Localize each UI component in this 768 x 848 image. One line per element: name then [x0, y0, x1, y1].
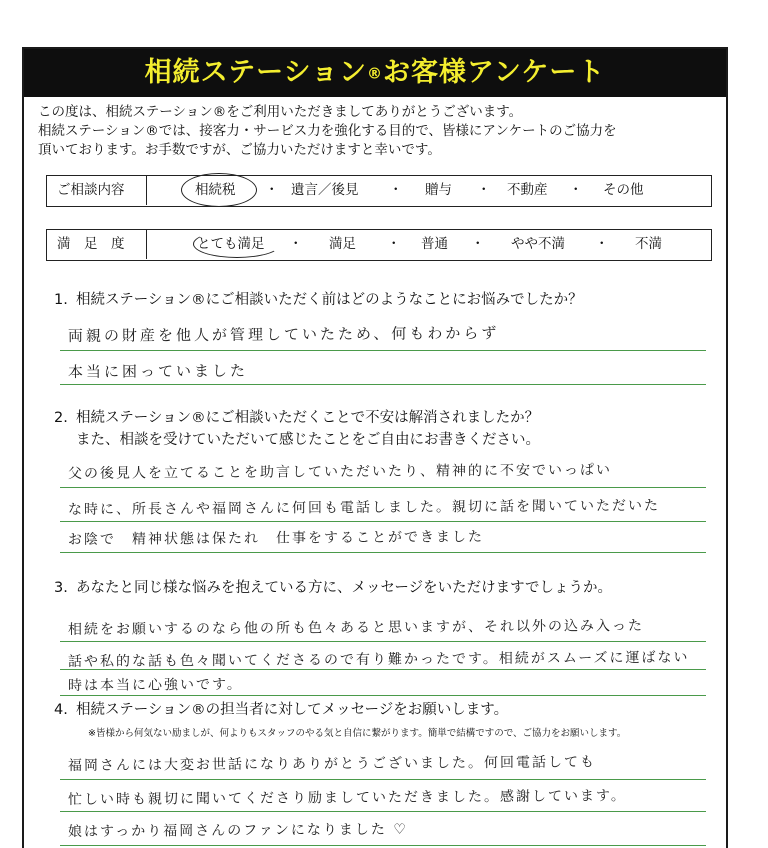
answer-line	[60, 845, 706, 846]
answer-line	[60, 521, 706, 522]
satisfaction-row: 満 足 度 とても満足 ・ 満足 ・ 普通 ・ やや不満 ・ 不満	[46, 229, 712, 261]
consult-option-inheritance-tax[interactable]: 相続税	[195, 182, 236, 198]
consult-label: ご相談内容	[47, 176, 147, 205]
satisfaction-option-satisfied[interactable]: 満足	[329, 236, 356, 252]
consult-option-other[interactable]: その他	[603, 182, 644, 198]
answer-4-line-3[interactable]: 娘はすっかり福岡さんのファンになりました ♡	[67, 821, 408, 840]
answer-1-line-1[interactable]: 両親の財産を他人が管理していたため、何もわからず	[67, 323, 500, 345]
consult-option-will[interactable]: 遺言／後見	[291, 182, 359, 198]
satisfaction-option-dissatisfied[interactable]: 不満	[635, 236, 662, 252]
answer-1-line-2[interactable]: 本当に困っていました	[67, 361, 249, 381]
answer-4-line-2[interactable]: 忙しい時も親切に聞いてくださり励ましていただきました。感謝しています。	[67, 788, 627, 808]
question-2: 2. 相続ステーション®にご相談いただくことで不安は解消されましたか？ また、相談を受けていただいて感じたことをご自由にお書きください。	[54, 410, 540, 448]
survey-title: 相続ステーション®お客様アンケート	[24, 49, 726, 97]
satisfaction-label: 満 足 度	[47, 230, 147, 259]
answer-line	[60, 641, 706, 642]
answer-line	[60, 669, 706, 670]
satisfaction-option-very-satisfied[interactable]: とても満足	[197, 236, 265, 252]
answer-line	[60, 384, 706, 385]
question-4: 4. 相続ステーション®の担当者に対してメッセージをお願いします。	[54, 702, 509, 718]
answer-3-line-3[interactable]: 時は本当に心強いです。	[67, 676, 243, 694]
answer-3-line-2[interactable]: 話や私的な話も色々聞いてくださるので有り難かったです。相続がスムーズに運ばない	[67, 649, 690, 670]
survey-sheet	[22, 47, 728, 848]
answer-2-line-1[interactable]: 父の後見人を立てることを助言していただいたり、精神的に不安でいっぱい	[67, 462, 613, 482]
answer-line	[60, 811, 706, 812]
question-3: 3. あなたと同じ様な悩みを抱えている方に、メッセージをいただけますでしょうか。	[54, 580, 613, 596]
answer-4-line-1[interactable]: 福岡さんには大変お世話になりありがとうございました。何回電話しても	[67, 754, 597, 774]
question-4-note: ※皆様から何気ない励ましが、何よりもスタッフのやる気と自信に繋がります。簡単で結構ですので、ご協力をお願いします。	[88, 728, 627, 739]
answer-line	[60, 350, 706, 351]
question-1: 1. 相続ステーション®にご相談いただく前はどのようなことにお悩みでしたか？	[54, 292, 583, 308]
consult-option-gift[interactable]: 贈与	[425, 182, 452, 198]
answer-line	[60, 779, 706, 780]
satisfaction-option-neutral[interactable]: 普通	[421, 236, 448, 252]
answer-line	[60, 487, 706, 488]
intro-text: この度は、相続ステーション®をご利用いただきましてありがとうございます。 相続ステーション®では、接客力・サービス力を強化する目的で、皆様にアンケートのご協力を 頂いております。お手数ですが、ご協力いただけますと幸いです。	[38, 104, 617, 158]
consult-option-real-estate[interactable]: 不動産	[507, 182, 548, 198]
answer-line	[60, 552, 706, 553]
answer-line	[60, 695, 706, 696]
answer-3-line-1[interactable]: 相続をお願いするのなら他の所も色々あると思いますが、それ以外の込み入った	[67, 617, 645, 638]
consult-row: ご相談内容 相続税 ・ 遺言／後見 ・ 贈与 ・ 不動産 ・ その他	[46, 175, 712, 207]
answer-2-line-2[interactable]: な時に、所長さんや福岡さんに何回も電話しました。親切に話を聞いていただいた	[67, 497, 661, 518]
answer-2-line-3[interactable]: お陰で 精神状態は保たれ 仕事をすることができました	[67, 529, 485, 548]
satisfaction-option-dissatisfied-somewhat[interactable]: やや不満	[511, 236, 565, 252]
